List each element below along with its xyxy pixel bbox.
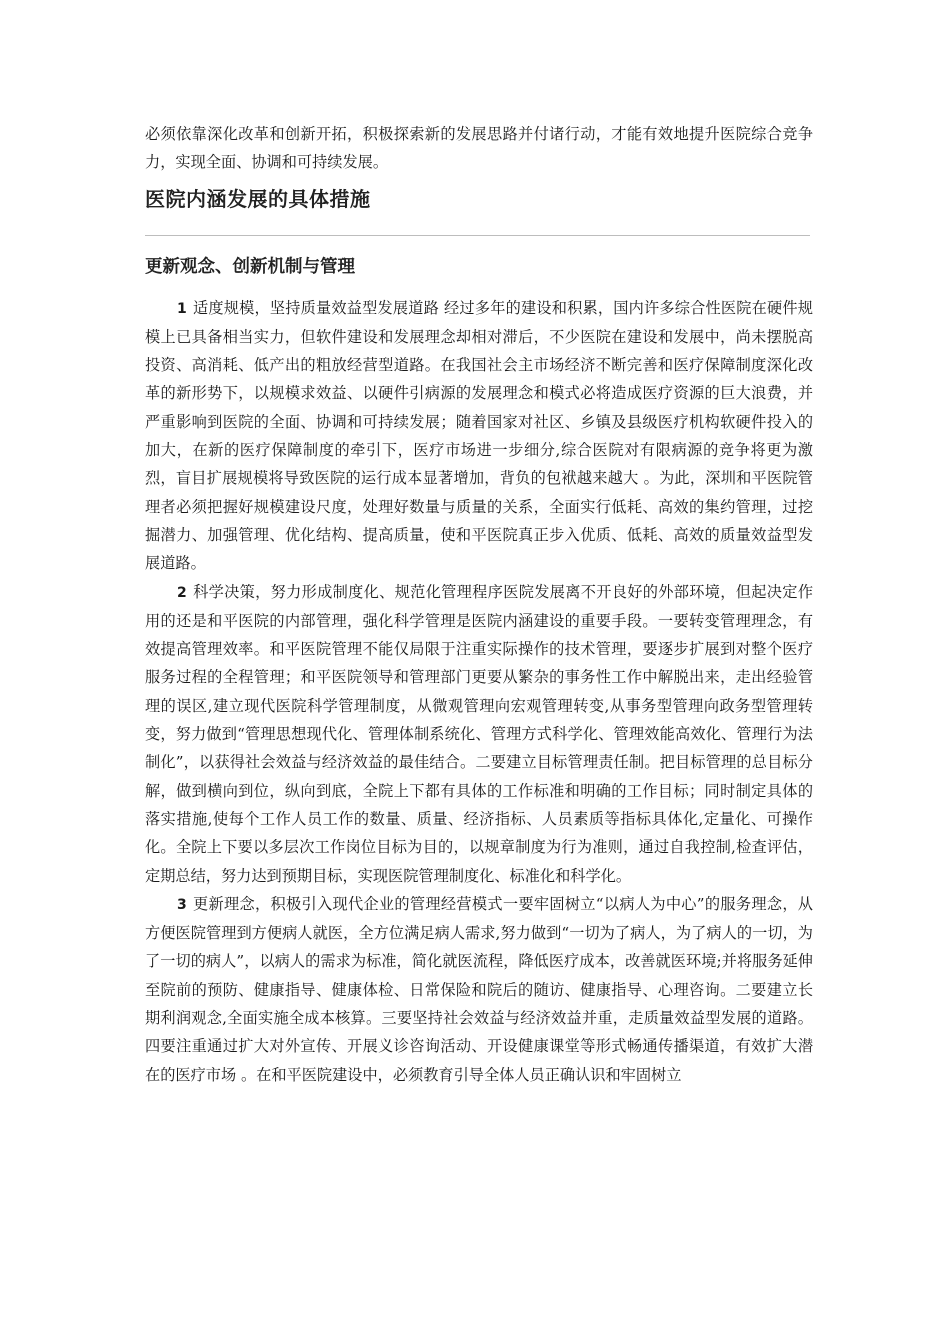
document-page [145,120,813,1089]
section-title: 医院内涵发展的具体措施 [145,186,371,211]
item-number: 2 [177,584,187,601]
paragraph-item-2 [145,578,813,890]
item-number: 3 [177,896,187,913]
paragraph-item-1 [145,294,813,578]
paragraph-item-3 [145,890,813,1089]
paragraph-text: 更新理念，积极引入现代企业的管理经营模式一要牢固树立“以病人为中心”的服务理念，从方便医院管理到方便病人就医，全方位满足病人需求,努力做到“一切为了病人，为了病人的一切，为了一切的病人”，以病人的需求为标准，简化就医流程，降低医疗成本，改善就医环境;并将服务延伸至院前的预防、健康指导、健康体检、日常保险和院后的随访、健康指导、心理咨询。二要建立长期利润观念,全面实施全成本核算。三要坚持社会效益与经济效益并重，走质量效益型发展的道路。四要注重通过扩大对外宣传、开展义诊咨询活动、开设健康课堂等形式畅通传播渠道，有效扩大潜在的医疗市场 。在和平医院建设中，必须教育引导全体人员正确认识和牢固树立 [145,894,813,1084]
paragraph-text: 科学决策，努力形成制度化、规范化管理程序医院发展离不开良好的外部环境，但起决定作用的还是和平医院的内部管理，强化科学管理是医院内涵建设的重要手段。一要转变管理理念，有效提高管理效率。和平医院管理不能仅局限于注重实际操作的技术管理，要逐步扩展到对整个医疗服务过程的全程管理；和平医院领导和管理部门更要从繁杂的事务性工作中解脱出来，走出经验管理的误区,建立现代医院科学管理制度，从微观管理向宏观管理转变,从事务型管理向政务型管理转变，努力做到“管理思想现代化、管理体制系统化、管理方式科学化、管理效能高效化、管理行为法制化”，以获得社会效益与经济效益的最佳结合。二要建立目标管理责任制。把目标管理的总目标分解，做到横向到位，纵向到底，全院上下都有具体的工作标准和明确的工作目标；同时制定具体的落实措施,使每个工作人员工作的数量、质量、经济指标、人员素质等指标具体化,定量化、可操作化。全院上下要以多层次工作岗位目标为目的，以规章制度为行为准则，通过自我控制,检查评估，定期总结，努力达到预期目标，实现医院管理制度化、标准化和科学化。 [145,582,813,885]
paragraph-text: 适度规模，坚持质量效益型发展道路 经过多年的建设和积累，国内许多综合性医院在硬件规模上已具备相当实力，但软件建设和发展理念却相对滞后，不少医院在建设和发展中，尚未摆脱高投资、高消耗、低产出的粗放经营型道路。在我国社会主市场经济不断完善和医疗保障制度深化改革的新形势下，以规模求效益、以硬件引病源的发展理念和模式必将造成医疗资源的巨大浪费，并严重影响到医院的全面、协调和可持续发展；随着国家对社区、乡镇及县级医疗机构软硬件投入的加大，在新的医疗保障制度的牵引下，医疗市场进一步细分,综合医院对有限病源的竞争将更为激烈，盲目扩展规模将导致医院的运行成本显著增加，背负的包袱越来越大 。为此，深圳和平医院管理者必须把握好规模建设尺度，处理好数量与质量的关系，全面实行低耗、高效的集约管理，过挖掘潜力、加强管理、优化结构、提高质量，使和平医院真正步入优质、低耗、高效的质量效益型发展道路。 [145,298,813,573]
section-divider [145,235,810,236]
item-number: 1 [177,300,187,317]
intro-paragraph: 必须依靠深化改革和创新开拓，积极探索新的发展思路并付诸行动，才能有效地提升医院综合竞争力，实现全面、协调和可持续发展。 [145,125,813,172]
subsection-title: 更新观念、创新机制与管理 [145,256,355,277]
